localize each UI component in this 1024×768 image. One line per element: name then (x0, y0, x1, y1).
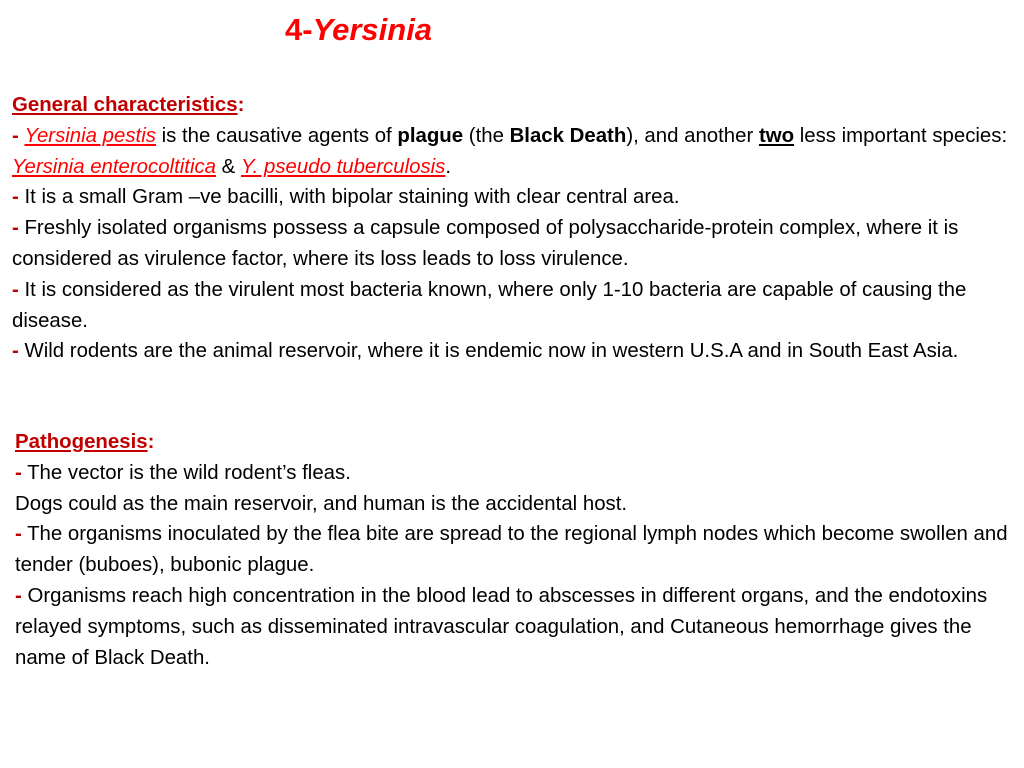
text-run: (the (463, 124, 510, 147)
title-number: 4- (285, 12, 313, 47)
section-heading (15, 427, 1020, 458)
pathogenesis-paragraph-4 (15, 581, 1020, 673)
general-paragraph-1 (12, 121, 1017, 183)
bullet-dash: - (12, 124, 19, 147)
bullet-dash: - (15, 584, 22, 607)
paragraph-text: Freshly isolated organisms possess a capsule composed of polysaccharide-protein complex, where it is considered as virulence factor, where its loss leads to loss virulence. (12, 217, 959, 270)
pathogenesis-paragraph-1 (15, 458, 1020, 489)
paragraph-text: It is considered as the virulent most bacteria known, where only 1-10 bacteria are capable of causing the disease. (12, 278, 967, 332)
paragraph-text: The organisms inoculated by the flea bite are spread to the regional lymph nodes which become swollen and tender (buboes), bubonic plague. (15, 523, 1008, 577)
species-yersinia-enterocoltitica: Yersinia enterocoltitica (12, 155, 217, 178)
paragraph-text: It is a small Gram –ve bacilli, with bipolar staining with clear central area. (18, 186, 680, 209)
text-run: is the causative agents of (155, 124, 398, 147)
general-paragraph-3 (12, 213, 1017, 275)
bullet-dash: - (12, 340, 19, 363)
text-run: less important species: (794, 124, 1008, 147)
bullet-dash: - (12, 278, 19, 301)
species-y-pseudo-tuberculosis: Y. pseudo tuberculosis (240, 155, 446, 178)
bullet-dash: - (15, 523, 22, 546)
pathogenesis-section (15, 427, 1020, 673)
general-paragraph-2 (12, 182, 1017, 213)
bullet-dash: - (12, 186, 19, 209)
bullet-dash: - (12, 217, 19, 240)
pathogenesis-paragraph-2 (15, 489, 1020, 520)
title-genus: Yersinia (312, 12, 433, 47)
text-run: . (445, 155, 452, 178)
bullet-dash: - (15, 461, 22, 484)
paragraph-text: The vector is the wild rodent’s fleas. (21, 461, 351, 484)
paragraph-text: Organisms reach high concentration in the blood lead to abscesses in different organs, and the endotoxins relayed symptoms, such as disseminated intravascular coagulation, and Cutaneous hemorrhage gives the name of Black Death. (15, 584, 988, 669)
text-run: & (216, 155, 241, 178)
heading-colon: : (147, 431, 155, 453)
slide-title (285, 12, 432, 48)
species-yersinia-pestis: Yersinia pestis (24, 124, 156, 147)
paragraph-text: Dogs could as the main reservoir, and human is the accidental host. (15, 492, 628, 515)
term-two: two (758, 124, 795, 147)
pathogenesis-paragraph-3 (15, 519, 1020, 581)
term-black-death: Black Death (509, 124, 627, 147)
general-heading: General characteristics (12, 94, 238, 116)
general-paragraph-4 (12, 275, 1017, 337)
text-run: ), and another (626, 124, 759, 147)
general-paragraph-5 (12, 336, 1017, 367)
pathogenesis-heading: Pathogenesis (15, 431, 148, 453)
general-characteristics-section (12, 90, 1017, 367)
term-plague: plague (397, 124, 464, 147)
section-heading (12, 90, 1017, 121)
heading-colon: : (237, 94, 245, 116)
paragraph-text: Wild rodents are the animal reservoir, where it is endemic now in western U.S.A and in South East Asia. (18, 340, 959, 363)
